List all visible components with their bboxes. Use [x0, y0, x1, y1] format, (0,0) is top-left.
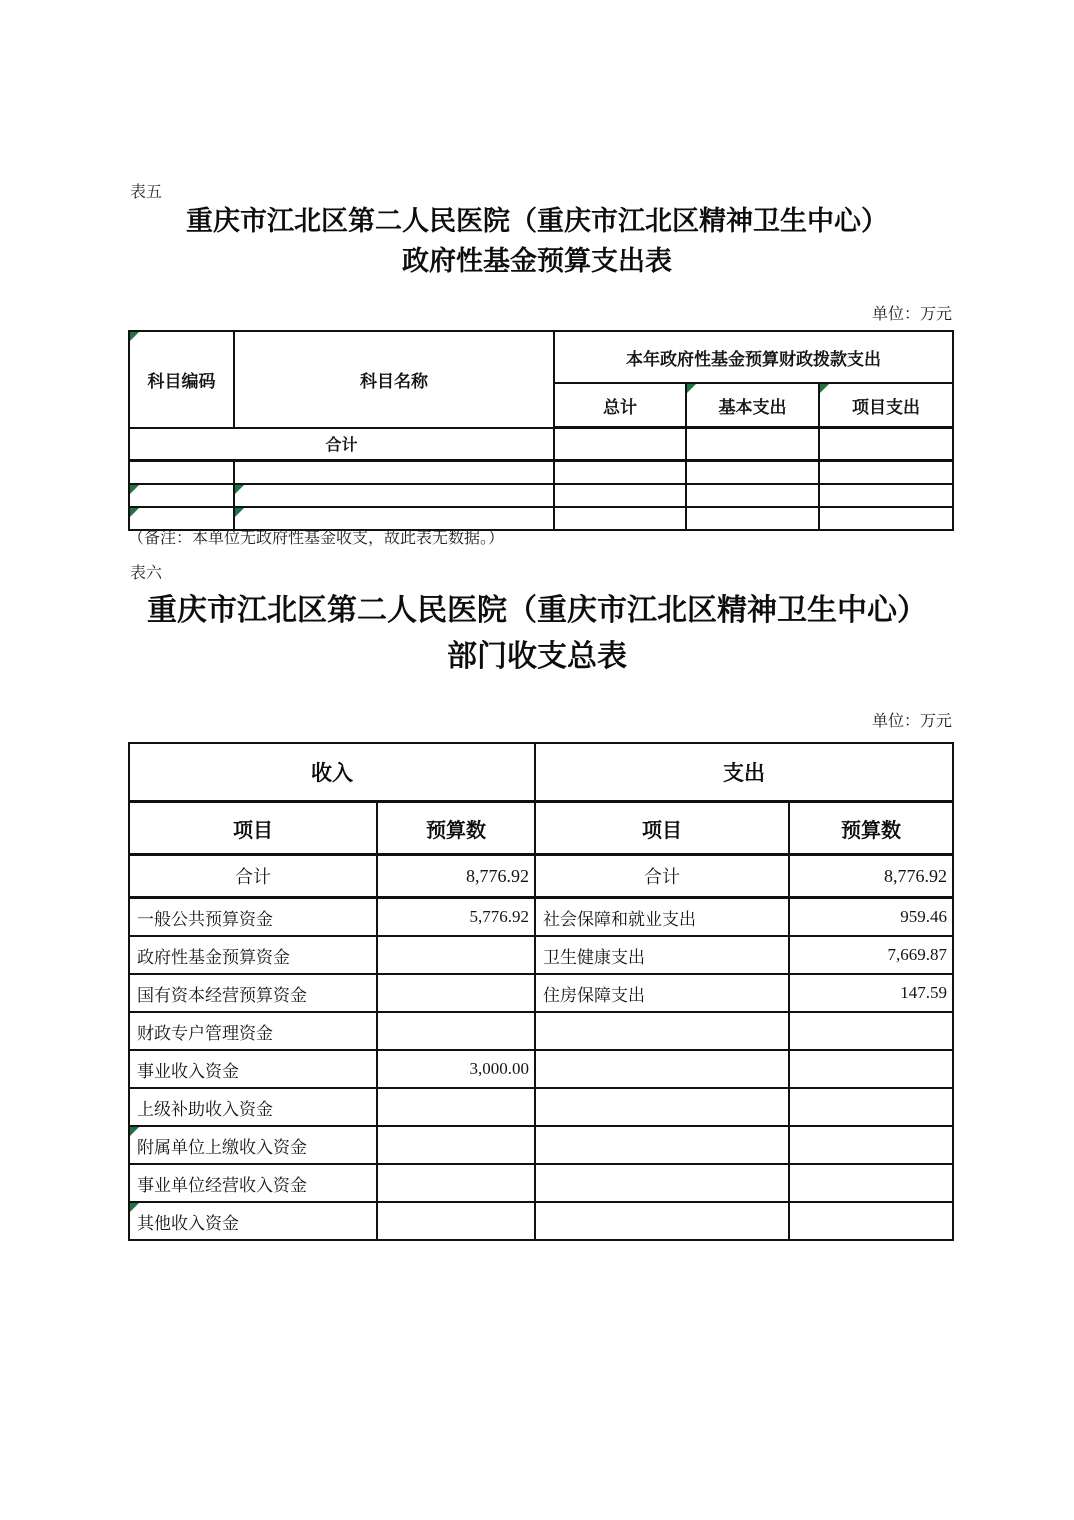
expense-item-cell: 合计: [535, 855, 789, 898]
empty-cell: [129, 484, 234, 507]
cell-marker-icon: [235, 485, 244, 494]
expense-value-cell: 7,669.87: [789, 936, 953, 974]
cell-marker-icon: [687, 384, 696, 393]
empty-cell: [819, 428, 953, 461]
income-item-cell: 上级补助收入资金: [129, 1088, 377, 1126]
empty-cell: [554, 428, 686, 461]
expense-item-cell: [535, 1050, 789, 1088]
table-row: [129, 1012, 953, 1050]
col-header-total: 总计: [554, 383, 686, 428]
expense-value-cell: [789, 1126, 953, 1164]
expense-item-cell: [535, 1088, 789, 1126]
income-item-cell: 政府性基金预算资金: [129, 936, 377, 974]
cell-marker-icon: [235, 508, 244, 517]
income-item-cell: 事业单位经营收入资金: [129, 1164, 377, 1202]
income-item-cell: 一般公共预算资金: [129, 898, 377, 937]
col-header-expense-budget: 预算数: [789, 802, 953, 855]
expense-value-cell: [789, 1164, 953, 1202]
col-header-income: 收入: [129, 743, 535, 802]
income-value-cell: 3,000.00: [377, 1050, 535, 1088]
col-header-project: 项目支出: [819, 383, 953, 428]
col-header-subject-name: 科目名称: [234, 331, 554, 428]
cell-marker-icon: [130, 485, 139, 494]
expense-item-cell: 卫生健康支出: [535, 936, 789, 974]
expense-item-cell: [535, 1012, 789, 1050]
income-item-cell: 其他收入资金: [129, 1202, 377, 1240]
total-label-cell: 合计: [129, 428, 554, 461]
table5-title-line1: 重庆市江北区第二人民医院（重庆市江北区精神卫生中心）: [186, 206, 888, 236]
expense-value-cell: 959.46: [789, 898, 953, 937]
expense-value-cell: [789, 1050, 953, 1088]
empty-cell: [234, 461, 554, 485]
empty-cell: [554, 484, 686, 507]
table5-tag: 表五: [130, 184, 163, 201]
cell-marker-icon: [130, 332, 139, 341]
income-item-cell: 附属单位上缴收入资金: [129, 1126, 377, 1164]
expense-value-cell: 8,776.92: [789, 855, 953, 898]
income-item-cell: 合计: [129, 855, 377, 898]
table6-tag: 表六: [130, 565, 163, 582]
expense-value-cell: 147.59: [789, 974, 953, 1012]
expense-item-cell: 社会保障和就业支出: [535, 898, 789, 937]
expense-item-cell: [535, 1202, 789, 1240]
income-value-cell: 5,776.92: [377, 898, 535, 937]
income-value-cell: [377, 1126, 535, 1164]
income-value-cell: 8,776.92: [377, 855, 535, 898]
table6-title-line2: 部门收支总表: [447, 640, 627, 673]
empty-cell: [686, 484, 819, 507]
income-value-cell: [377, 936, 535, 974]
table-row: [129, 461, 953, 485]
table6-unit-label: 单位：万元: [871, 713, 952, 730]
table-row: [129, 1126, 953, 1164]
col-header-income-budget: 预算数: [377, 802, 535, 855]
income-expense-summary-table: [128, 742, 954, 1241]
empty-cell: [686, 428, 819, 461]
table6-title-line1: 重庆市江北区第二人民医院（重庆市江北区精神卫生中心）: [147, 594, 927, 627]
table-row: [129, 1050, 953, 1088]
expense-item-cell: [535, 1164, 789, 1202]
col-header-expense: 支出: [535, 743, 953, 802]
cell-marker-icon: [820, 384, 829, 393]
cell-marker-icon: [130, 1203, 139, 1212]
table-row: [129, 428, 953, 461]
table-row: [129, 1202, 953, 1240]
empty-cell: [819, 484, 953, 507]
empty-cell: [686, 461, 819, 485]
income-value-cell: [377, 974, 535, 1012]
col-header-basic: 基本支出: [686, 383, 819, 428]
empty-cell: [819, 461, 953, 485]
expense-item-cell: 住房保障支出: [535, 974, 789, 1012]
col-header-group: 本年政府性基金预算财政拨款支出: [554, 331, 953, 383]
table-row: [129, 974, 953, 1012]
table5-title-line2: 政府性基金预算支出表: [402, 246, 672, 276]
table-row: [129, 936, 953, 974]
table5-unit-label: 单位：万元: [871, 306, 952, 323]
expense-value-cell: [789, 1088, 953, 1126]
income-value-cell: [377, 1012, 535, 1050]
empty-cell: [234, 484, 554, 507]
table-row: [129, 1164, 953, 1202]
table6-title: [125, 588, 949, 680]
col-header-income-item: 项目: [129, 802, 377, 855]
cell-marker-icon: [130, 508, 139, 517]
expense-value-cell: [789, 1012, 953, 1050]
cell-marker-icon: [130, 1127, 139, 1136]
table-row: [129, 1088, 953, 1126]
col-header-subject-code: 科目编码: [129, 331, 234, 428]
table-row: [129, 898, 953, 937]
income-item-cell: 国有资本经营预算资金: [129, 974, 377, 1012]
income-value-cell: [377, 1164, 535, 1202]
empty-cell: [554, 461, 686, 485]
col-header-expense-item: 项目: [535, 802, 789, 855]
expense-item-cell: [535, 1126, 789, 1164]
table-row: [129, 484, 953, 507]
table5-note: （备注：本单位无政府性基金收支，故此表无数据。）: [128, 530, 505, 547]
income-item-cell: 财政专户管理资金: [129, 1012, 377, 1050]
income-value-cell: [377, 1088, 535, 1126]
table5-title: [125, 201, 949, 281]
gov-fund-expense-table: [128, 330, 954, 531]
table-row: [129, 855, 953, 898]
income-value-cell: [377, 1202, 535, 1240]
income-item-cell: 事业收入资金: [129, 1050, 377, 1088]
empty-cell: [129, 461, 234, 485]
expense-value-cell: [789, 1202, 953, 1240]
